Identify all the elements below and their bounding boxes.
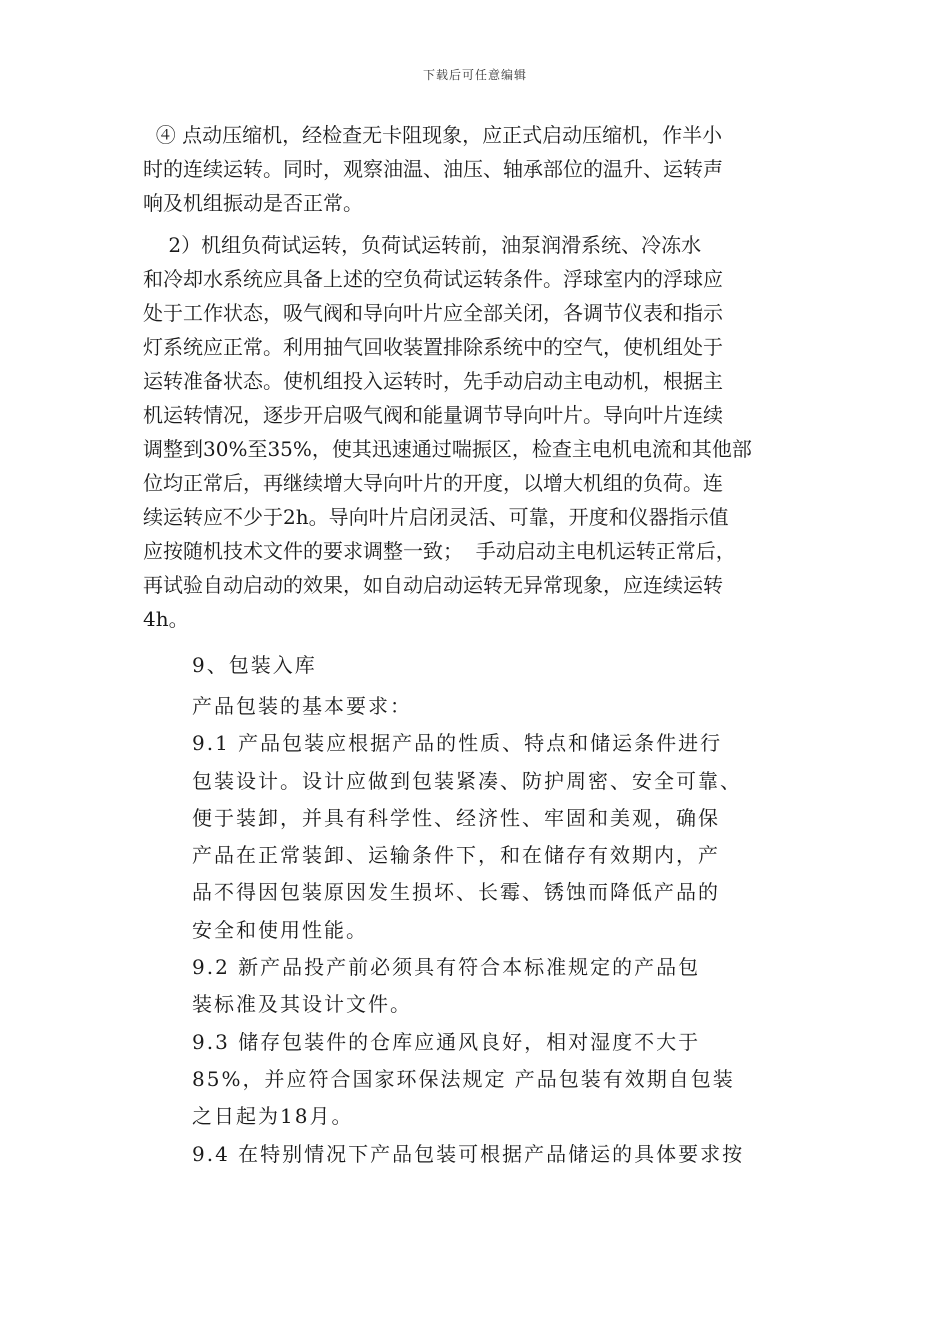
- text-line: 9.2 新产品投产前必须具有符合本标准规定的产品包: [192, 955, 701, 980]
- text-line: 装标准及其设计文件。: [192, 992, 412, 1017]
- page-header: 下载后可任意编辑: [422, 68, 527, 82]
- paragraph-load-test: [143, 228, 813, 636]
- text-line: 调整到30%至35%，使其迅速通过喘振区，检查主电机电流和其他部: [143, 437, 752, 461]
- text-line: 响及机组振动是否正常。: [143, 191, 363, 215]
- text-line: 机运转情况，逐步开启吸气阀和能量调节导向叶片。导向叶片连续: [143, 403, 723, 427]
- packaging-requirements: [192, 688, 812, 1173]
- text-line: 品不得因包装原因发生损坏、长霉、锈蚀而降低产品的: [192, 880, 720, 905]
- text-line: 包装设计。设计应做到包装紧凑、防护周密、安全可靠、: [192, 768, 742, 793]
- text-line: 之日起为18月。: [192, 1104, 354, 1129]
- text-line: 处于工作状态，吸气阀和导向叶片应全部关闭，各调节仪表和指示: [143, 301, 723, 325]
- section-title: 9、包装入库: [192, 653, 317, 677]
- text-line: 4h。: [143, 607, 189, 631]
- text-line: 85%，并应符合国家环保法规定 产品包装有效期自包装: [192, 1066, 735, 1091]
- text-line: ④ 点动压缩机，经检查无卡阻现象，应正式启动压缩机，作半小: [143, 123, 723, 147]
- text-line: 2）机组负荷试运转，负荷试运转前，油泵润滑系统、冷冻水: [143, 233, 702, 257]
- text-line: 应按随机技术文件的要求调整一致； 手动启动主电机运转正常后，: [143, 539, 736, 563]
- text-line: 时的连续运转。同时，观察油温、油压、轴承部位的温升、运转声: [143, 157, 723, 181]
- text-line: 灯系统应正常。利用抽气回收装置排除系统中的空气，使机组处于: [143, 335, 723, 359]
- text-line: 和冷却水系统应具备上述的空负荷试运转条件。浮球室内的浮球应: [143, 267, 723, 291]
- paragraph-compressor-test: [143, 118, 813, 220]
- text-line: 产品包装的基本要求：: [192, 694, 412, 718]
- text-line: 产品在正常装卸、运输条件下，和在储存有效期内，产: [192, 843, 720, 868]
- text-line: 运转准备状态。使机组投入运转时，先手动启动主电动机，根据主: [143, 369, 723, 393]
- text-line: 续运转应不少于2h。导向叶片启闭灵活、可靠，开度和仪器指示值: [143, 505, 729, 529]
- text-line: 9.1 产品包装应根据产品的性质、特点和储运条件进行: [192, 731, 723, 756]
- text-line: 9.3 储存包装件的仓库应通风良好，相对湿度不大于: [192, 1029, 701, 1054]
- text-line: 位均正常后，再继续增大导向叶片的开度，以增大机组的负荷。连: [143, 471, 723, 495]
- text-line: 便于装卸，并具有科学性、经济性、牢固和美观，确保: [192, 805, 720, 830]
- text-line: 9.4 在特别情况下产品包装可根据产品储运的具体要求按: [192, 1141, 745, 1166]
- text-line: 安全和使用性能。: [192, 917, 368, 942]
- text-line: 再试验自动启动的效果，如自动启动运转无异常现象，应连续运转: [143, 573, 723, 597]
